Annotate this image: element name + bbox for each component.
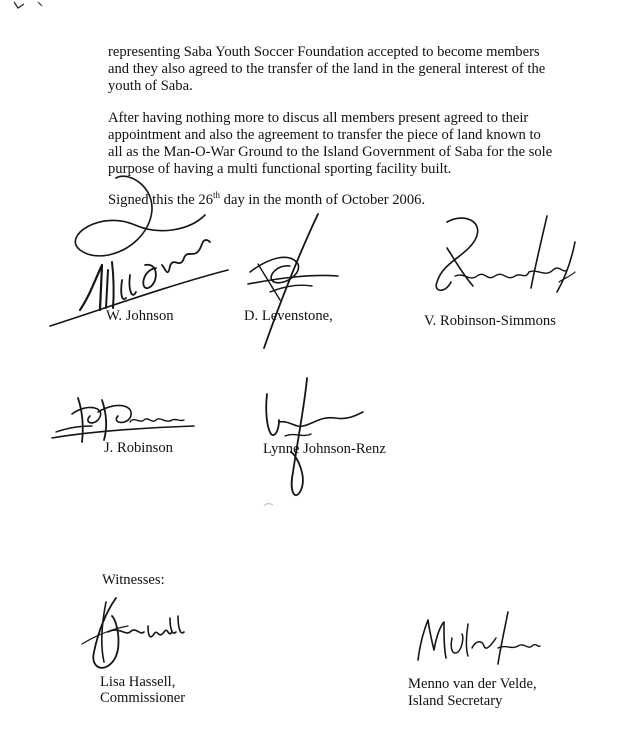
signatory-w-johnson: W. Johnson: [106, 308, 174, 324]
signed-text: Signed this the 26: [108, 192, 213, 208]
text-line: After having nothing more to discus all members present agreed to their: [108, 110, 529, 126]
signature-d-levenstone: [240, 212, 350, 352]
signatory-v-robinson-simmons: V. Robinson-Simmons: [424, 313, 556, 329]
paragraph-agreement: [108, 110, 578, 178]
witness-menno-van-der-velde-title: Island Secretary: [408, 693, 503, 709]
signatory-j-robinson: J. Robinson: [104, 440, 173, 456]
witness-menno-van-der-velde-name: Menno van der Velde,: [408, 676, 537, 692]
paragraph-membership: [108, 44, 578, 95]
scan-speck: [262, 500, 276, 510]
witness-lisa-hassell-name: Lisa Hassell,: [100, 674, 176, 690]
text-line: and they also agreed to the transfer of the land in the general interest of the: [108, 61, 546, 77]
witnesses-heading: Witnesses:: [102, 572, 165, 588]
text-line: purpose of having a multi functional sporting facility built.: [108, 161, 452, 177]
witness-lisa-hassell-title: Commissioner: [100, 690, 186, 706]
signed-superscript: th: [213, 190, 221, 201]
text-line: representing Saba Youth Soccer Foundation accepted to become members: [108, 44, 540, 60]
signatory-d-levenstone: D. Levenstone,: [244, 308, 333, 324]
signed-text-end: day in the month of October 2006.: [220, 192, 426, 208]
text-line: youth of Saba.: [108, 78, 193, 94]
scan-mark: [8, 0, 48, 12]
text-line: all as the Man-O-War Ground to the Island Government of Saba for the sole: [108, 144, 553, 160]
signature-lisa-hassell: [78, 592, 188, 682]
signature-v-robinson-simmons: [425, 212, 585, 302]
text-line: appointment and also the agreement to transfer the piece of land known to: [108, 127, 541, 143]
signature-menno-van-der-velde: [412, 608, 542, 680]
signatory-lynne-johnson-renz: Lynne Johnson-Renz: [263, 441, 386, 457]
